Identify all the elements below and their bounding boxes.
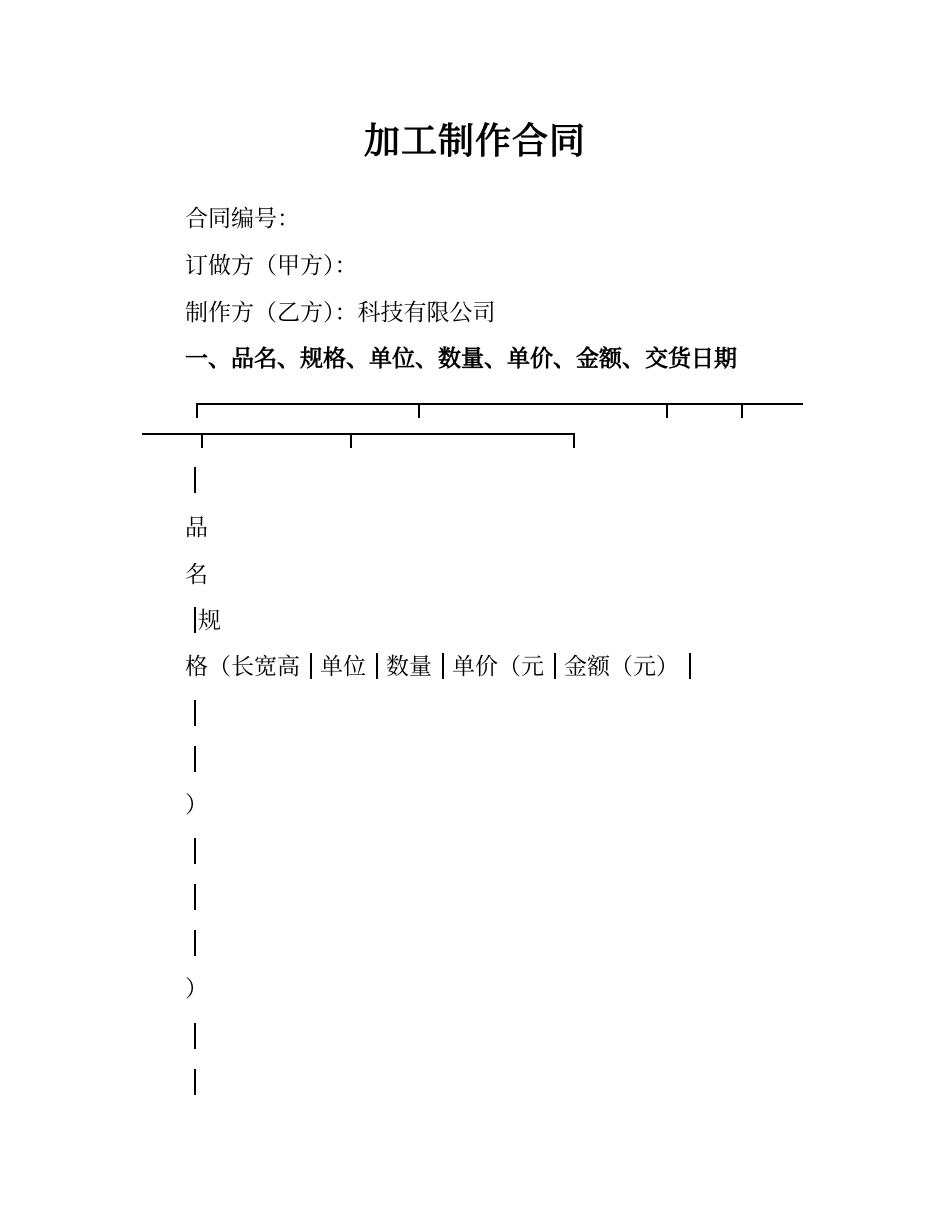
table-pipe <box>185 1022 196 1052</box>
table-cell-text: 规 <box>198 608 221 634</box>
table-pipe <box>185 929 196 959</box>
party-a-line: 订做方（甲方）： <box>185 253 358 279</box>
header-amount: 金额（元） <box>564 654 679 680</box>
contract-number-line: 合同编号： <box>185 206 300 232</box>
header-quantity: 数量 <box>386 654 432 680</box>
table-header-row <box>185 652 699 682</box>
table-cell-text: ） <box>185 976 208 1002</box>
header-unit-price: 单价（元 <box>452 654 544 680</box>
table-cell-row <box>185 606 221 636</box>
table-cell-text: ） <box>185 792 208 818</box>
table-pipe <box>185 837 196 867</box>
table-top-border <box>0 0 950 460</box>
table-pipe <box>185 883 196 913</box>
table-pipe <box>185 699 196 729</box>
table-cell-text: 名 <box>185 562 208 588</box>
table-cell-text: 品 <box>185 515 208 541</box>
contract-title: 加工制作合同 <box>363 121 586 162</box>
table-pipe <box>185 1068 196 1098</box>
section-heading: 一、品名、规格、单位、数量、单价、金额、交货日期 <box>185 346 737 372</box>
header-unit: 单位 <box>320 654 366 680</box>
header-spec: 格（长宽高 <box>185 654 300 680</box>
party-b-line: 制作方（乙方）：科技有限公司 <box>185 300 496 326</box>
table-pipe <box>185 745 196 775</box>
table-pipe <box>185 466 196 496</box>
